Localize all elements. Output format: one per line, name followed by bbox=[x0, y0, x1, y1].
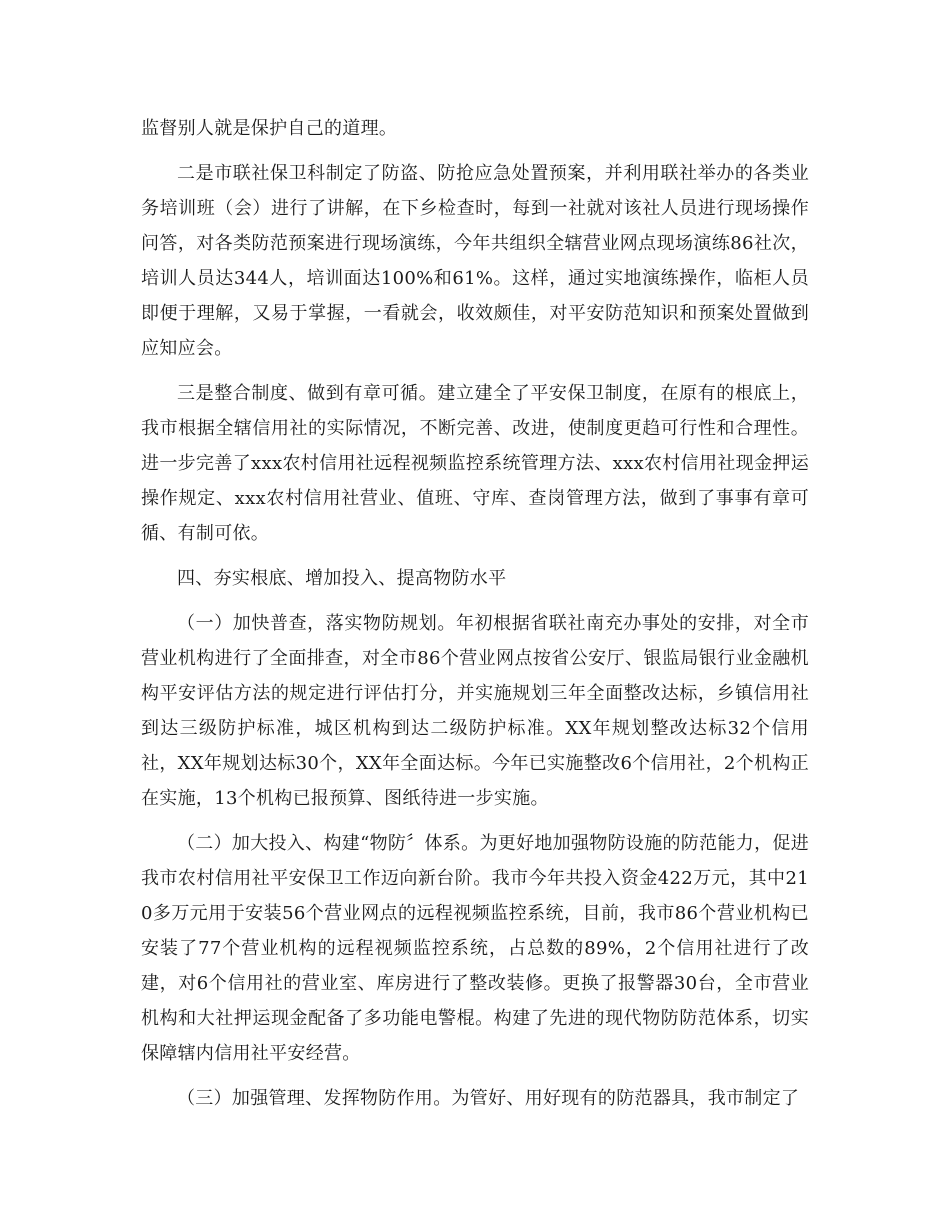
paragraph-survey-planning: （一）加快普查，落实物防规划。年初根据省联社南充办事处的安排，对全市营业机构进行了全面排查，对全市86个营业网点按省公安厅、银监局银行业金融机构平安评估方法的规定进行评估打分，并实施规划三年全面整改达标，乡镇信用社到达三级防护标准，城区机构到达二级防护标准。XX年规划整改达标32个信用社，XX年规划达标30个，XX年全面达标。今年已实施整改6个信用社，2个机构正在实施，13个机构已报预算、图纸待进一步实施。 bbox=[141, 613, 809, 809]
paragraph-rules-system: 三是整合制度、做到有章可循。建立建全了平安保卫制度，在原有的根底上，我市根据全辖信用社的实际情况，不断完善、改进，使制度更趋可行性和合理性。进一步完善了xxx农村信用社远程视频监控系统管理方法、xxx农村信用社现金押运操作规定、xxx农村信用社营业、值班、守库、查岗管理方法，做到了事事有章可循、有制可依。 bbox=[141, 383, 809, 544]
paragraph-management: （三）加强管理、发挥物防作用。为管好、用好现有的防范器具，我市制定了 bbox=[177, 1088, 800, 1109]
section-heading-physical-defense: 四、夯实根底、增加投入、提高物防水平 bbox=[177, 568, 507, 589]
document-body bbox=[141, 111, 809, 1126]
paragraph-continuation: 监督别人就是保护自己的道理。 bbox=[141, 118, 398, 139]
paragraph-emergency-plan: 二是市联社保卫科制定了防盗、防抢应急处置预案，并利用联社举办的各类业务培训班（会）进行了讲解，在下乡检查时，每到一社就对该社人员进行现场操作问答，对各类防范预案进行现场演练，今年共组织全辖营业网点现场演练86社次，培训人员达344人，培训面达100%和61%。这样，通过实地演练操作，临柜人员即便于理解，又易于掌握，一看就会，收效颇佳，对平安防范知识和预案处置做到应知应会。 bbox=[141, 163, 809, 359]
paragraph-investment: （二）加大投入、构建“物防〞体系。为更好地加强物防设施的防范能力，促进我市农村信用社平安保卫工作迈向新台阶。我市今年共投入资金422万元，其中210多万元用于安装56个营业网点的远程视频监控系统，目前，我市86个营业机构已安装了77个营业机构的远程视频监控系统，占总数的89%，2个信用社进行了改建，对6个信用社的营业室、库房进行了整改装修。更换了报警器30台，全市营业机构和大社押运现金配备了多功能电警棍。构建了先进的现代物防防范体系，切实保障辖内信用社平安经营。 bbox=[141, 833, 809, 1064]
